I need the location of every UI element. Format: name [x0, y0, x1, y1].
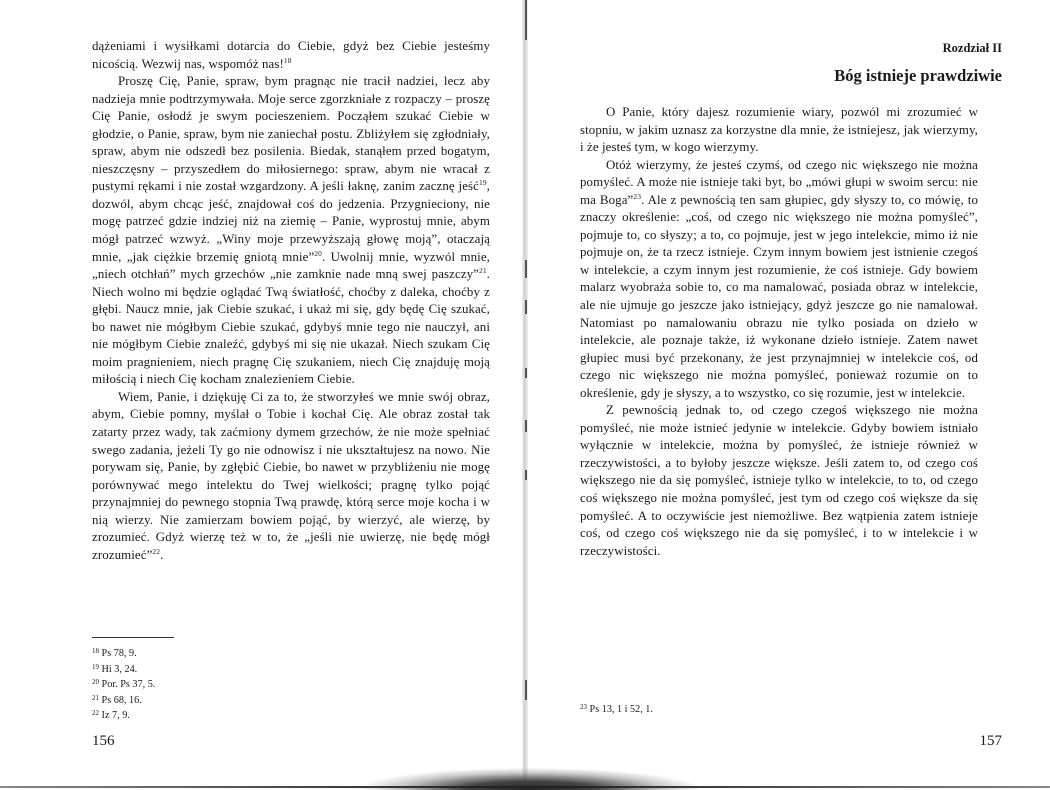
footnote — [92, 661, 155, 677]
footnote-reference: 23 — [633, 191, 642, 201]
footnote — [92, 692, 155, 708]
page-bottom-edge — [0, 786, 1050, 788]
footnote-mark: 20 — [92, 678, 99, 687]
footnote-mark: 21 — [92, 693, 99, 702]
paragraph: O Panie, który dajesz rozumienie wiary, pozwól mi zrozumieć w stopniu, w jakim uznasz za korzystne dla mnie, że istniejesz, jak wierzymy, i że jesteś tym, w kogo wierzymy. — [580, 105, 978, 155]
left-page-body — [92, 38, 490, 564]
chapter-title: Bóg istnieje prawdziwie — [834, 66, 1002, 85]
footnote-reference: 21 — [478, 266, 487, 276]
left-page — [0, 0, 522, 790]
chapter-label: Rozdział II — [942, 41, 1002, 55]
footnote-divider — [92, 637, 174, 638]
page-number-right: 157 — [979, 733, 1002, 749]
footnote-reference: 19 — [478, 178, 487, 188]
footnote-reference: 20 — [314, 248, 322, 258]
right-page-body — [580, 104, 978, 560]
footnote-text: Hi 3, 24. — [99, 663, 138, 675]
footnote-mark: 23 — [580, 703, 587, 711]
paragraph: Z pewnością jednak to, od czego czegoś większego nie można pomyśleć, nie może istnieć jedynie w intelekcie. Gdyby bowiem istniało wyłącznie w intelekcie, można by pomyśleć, że istnieje również w rzeczywistości, a to byłoby jeszcze większe. Jeśli zatem to, od czego coś większego nie da się pomyśleć, istnieje tylko w intelekcie, to to, od czego coś większego nie można pomyśleć, jest tym od czego coś większe da się pomyśleć. A to oczywiście jest niemożliwe. Bez wątpienia zatem istnieje coś, od czego coś większego nie da się pomyśleć, i to w intelekcie i w rzeczywistości. — [580, 403, 978, 558]
right-footnotes — [580, 701, 653, 717]
footnote-text: Por. Ps 37, 5. — [99, 679, 156, 691]
footnote-text: Ps 78, 9. — [99, 648, 137, 659]
footnote-text: Ps 68, 16. — [99, 694, 142, 706]
left-footnotes — [92, 645, 155, 723]
footnote — [92, 676, 155, 692]
footnote — [92, 645, 155, 661]
footnote-mark: 18 — [92, 647, 99, 655]
page-number-left: 156 — [92, 733, 115, 749]
footnote-reference: 22 — [152, 546, 161, 556]
paragraph: Proszę Cię, Panie, spraw, bym pragnąc nie tracił nadziei, lecz aby nadzieja mnie podtrzymywała. Moje serce zgorzkniałe z rozpaczy – proszę Cię Panie, osłodź je swym pocieszeniem. Począłem szukać Ciebie w głodzie, o Panie, spraw, bym nie zaniechał postu. Zbliżyłem się zgłodniały, spraw, abym nie odszedł bez posilenia. Biedak, stanąłem przed bogatym, nieszczęsny – przyszedłem do miłosiernego: spraw, abym nie wracał z pustymi rękami i nie został wzgardzony. A jeśli łaknę, zanim zacznę jeść$^{19}$, dozwól, abym chcąc jeść, znajdował coś do jedzenia. Przygnieciony, nie mogę patrzeć gdzie indziej niż na ziemię – Panie, wyprostuj mnie, abym mógł patrzeć wzwyż. „Winy moje przewyższają głowę moją”, otaczają mnie, „jak ciężkie brzemię gniotą mnie”$^{20}$. Uwolnij mnie, wyzwól mnie, „niech otchłań” mych grzechów „nie zamknie nade mną swej paszczy”$^{21}$. Niech wolno mi będzie oglądać Twą światłość, choćby z daleka, choćby z głębi. Naucz mnie, jak Ciebie szukać, i ukaż mi się, gdy będę Cię szukać, bo nawet nie mógłbym Ciebie szukać, gdybyś mnie tego nie nauczył, ani nie mógłbym Ciebie znaleźć, gdybyś mi się nie ukazał. Niech szukam Cię moim pragnieniem, niech pragnę Cię szukaniem, niech Cię znajduję moją miłością i niech Cię kocham znalezieniem Ciebie. — [92, 74, 490, 387]
footnote-reference: 18 — [283, 55, 292, 65]
paragraph: Wiem, Panie, i dziękuję Ci za to, że stworzyłeś we mnie swój obraz, abym, Ciebie pomny, myślał o Tobie i kochał Cię. Ale obraz został tak zatarty przez wady, tak zaćmiony dymem grzechów, że nie może spełniać swego zadania, jeżeli Ty go nie odnowisz i nie ukształtujesz na nowo. Nie porywam się, Panie, by zgłębić Ciebie, bo nawet w przybliżeniu nie mogę porównywać mego intelektu do Twej wielkości; pragnę tylko pojąć przynajmniej do pewnego stopnia Twą prawdę, którą serce moje kocha i w nią wierzy. Nie zamierzam bowiem pojąć, by wierzyć, ale wierzę, by zrozumieć. Gdyż wierzę też w to, że „jeśli nie uwierzę, nie będę mógł zrozumieć”$^{22}$. — [92, 389, 490, 562]
paragraph: dążeniami i wysiłkami dotarcia do Ciebie, gdyż bez Ciebie jesteśmy nicością. Wezwij nas, wspomóż nas!$^{18}$ — [92, 39, 490, 71]
footnote — [580, 701, 653, 717]
right-page — [527, 0, 1050, 790]
paragraph: Otóż wierzymy, że jesteś czymś, od czego nic większego nie można pomyśleć. A może nie istnieje taki byt, bo „mówi głupi w swoim sercu: nie ma Boga”$^{23}$. Ale z pewnością ten sam głupiec, gdy słyszy to, co mówię, to znaczy określenie: „coś, od czego nic większego nie można pomyśleć”, pojmuje to, co słyszy; a to, co pojmuje, jest w jego intelekcie, mimo iż nie pojmuje on, że ta rzecz istnieje. Czym innym bowiem jest istnienie czegoś w intelekcie, a czym innym jest rozumienie, że coś istnieje. Gdy bowiem malarz wyobraża sobie to, co ma namalować, posiada obraz w intelekcie, ale nie ujmuje go jeszcze jako istniejący, gdyż jeszcze go nie namalował. Natomiast po namalowaniu obrazu nie tylko posiada on dzieło w intelekcie, ale poznaje także, iż wykonane dzieło istnieje. Zatem nawet głupiec musi być przekonany, że jest przynajmniej w intelekcie coś, od czego nic większego nie można pomyśleć, ponieważ rozumie on to określenie, gdy je słyszy, a to wszystko, co się rozumie, jest w intelekcie. — [580, 157, 978, 400]
footnote-text: Iz 7, 9. — [99, 710, 130, 722]
footnote-mark: 22 — [92, 709, 99, 718]
footnote — [92, 707, 155, 723]
footnote-mark: 19 — [92, 662, 99, 671]
footnote-text: Ps 13, 1 i 52, 1. — [587, 704, 653, 715]
